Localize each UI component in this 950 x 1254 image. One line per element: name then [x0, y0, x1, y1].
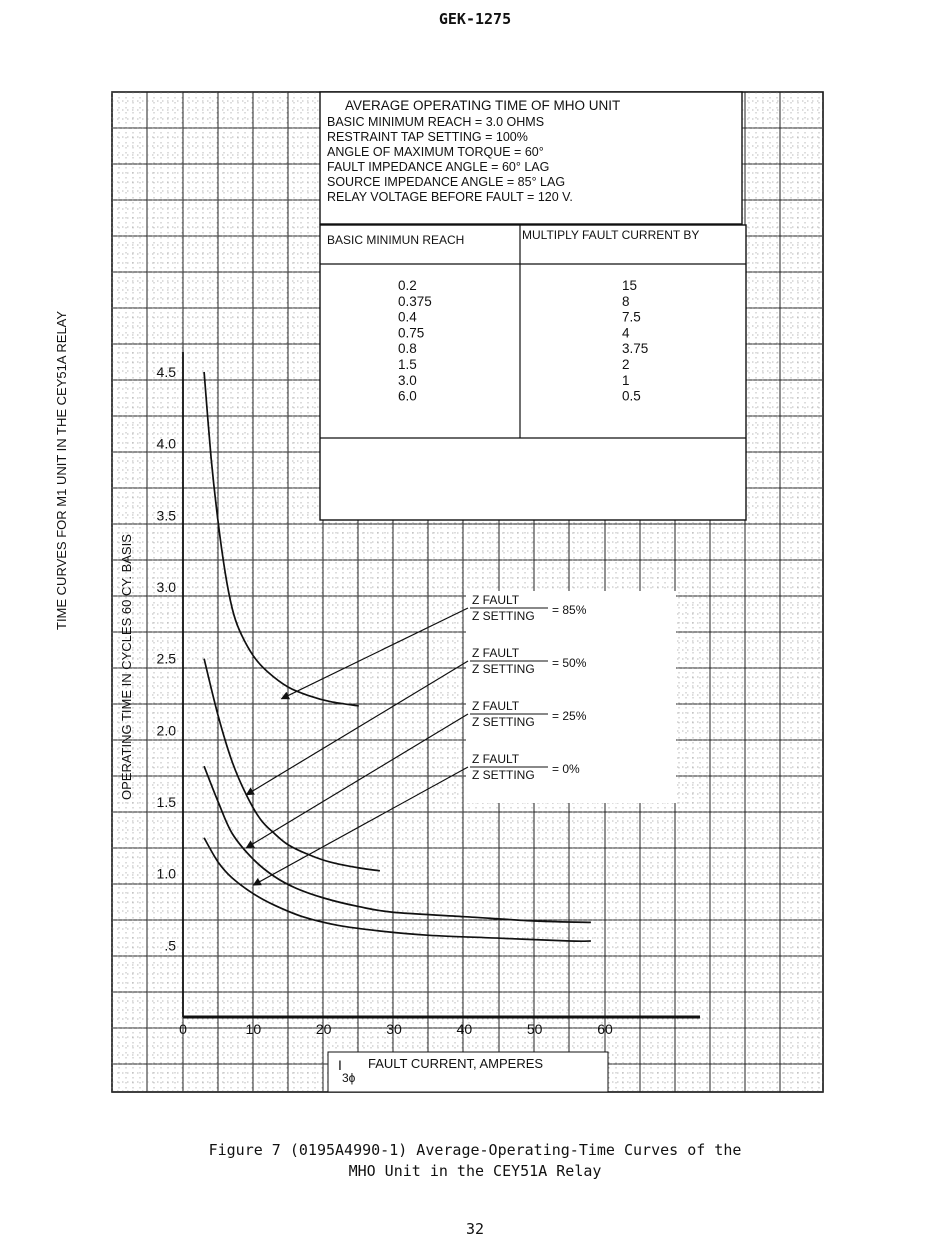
- multiplier-table-box: [320, 225, 746, 520]
- condition-line: FAULT IMPEDANCE ANGLE = 60° LAG: [327, 160, 550, 174]
- table-cell-reach: 6.0: [398, 388, 417, 404]
- y-tick-label: 2.0: [156, 722, 176, 739]
- table-cell-reach: 0.2: [398, 278, 417, 293]
- table-cell-reach: 0.8: [398, 341, 417, 357]
- x-tick-label: 20: [315, 1021, 332, 1037]
- condition-line: SOURCE IMPEDANCE ANGLE = 85° LAG: [327, 175, 566, 189]
- table-cell-multiplier: 1: [622, 372, 630, 388]
- table-cell-multiplier: 7.5: [622, 309, 641, 325]
- document-id: GEK-1275: [438, 10, 512, 28]
- y-tick-label: 1.5: [156, 794, 176, 810]
- x-tick-label: 60: [597, 1021, 613, 1037]
- condition-line: RELAY VOLTAGE BEFORE FAULT = 120 V.: [327, 190, 573, 204]
- figure-caption: [0, 1140, 950, 1182]
- legend-denominator: Z SETTING: [472, 662, 535, 676]
- legend-percentage: = 50%: [552, 656, 587, 670]
- outer-y-axis-label: TIME CURVES FOR M1 UNIT IN THE CEY51A RELAY: [54, 310, 69, 630]
- table-cell-reach: 0.4: [398, 309, 417, 325]
- legend-denominator: Z SETTING: [472, 768, 535, 782]
- legend-numerator: Z FAULT: [472, 752, 520, 766]
- table-cell-multiplier: 2: [622, 357, 630, 372]
- x-axis-symbol-sub: 3ϕ: [342, 1071, 356, 1085]
- legend-denominator: Z SETTING: [472, 609, 535, 623]
- x-axis-label: FAULT CURRENT, AMPERES: [368, 1056, 544, 1071]
- y-tick-label: 2.5: [156, 650, 176, 667]
- table-cell-reach: 1.5: [398, 357, 417, 372]
- x-tick-label: 0: [179, 1021, 187, 1037]
- table-cell-multiplier: 15: [622, 278, 638, 293]
- legend-percentage: = 25%: [552, 709, 587, 723]
- y-tick-label: .5: [164, 937, 176, 954]
- chart-title: AVERAGE OPERATING TIME OF MHO UNIT: [345, 98, 621, 113]
- caption-line-2: MHO Unit in the CEY51A Relay: [348, 1162, 602, 1180]
- y-tick-label: 3.5: [156, 507, 176, 524]
- legend-numerator: Z FAULT: [472, 699, 520, 713]
- condition-line: ANGLE OF MAXIMUM TORQUE = 60°: [327, 145, 544, 159]
- y-tick-label: 1.0: [156, 865, 176, 882]
- legend-numerator: Z FAULT: [472, 646, 520, 660]
- x-tick-label: 10: [245, 1021, 262, 1037]
- table-cell-multiplier: 4: [622, 325, 630, 341]
- y-tick-label: 3.0: [156, 579, 176, 595]
- table-header-reach: BASIC MINIMUN REACH: [327, 233, 465, 247]
- condition-line: BASIC MINIMUM REACH = 3.0 OHMS: [327, 115, 545, 129]
- table-cell-multiplier: 8: [622, 293, 630, 309]
- table-cell-reach: 3.0: [398, 372, 417, 388]
- table-cell-reach: 0.75: [398, 325, 425, 341]
- table-cell-reach: 0.375: [398, 293, 432, 309]
- y-tick-label: 4.0: [156, 435, 176, 452]
- table-cell-multiplier: 0.5: [622, 388, 641, 404]
- condition-line: RESTRAINT TAP SETTING = 100%: [327, 130, 528, 144]
- caption-line-1: Figure 7 (0195A4990-1) Average-Operating-Time Curves of the: [208, 1141, 742, 1159]
- page-number: 32: [465, 1220, 485, 1238]
- legend-percentage: = 0%: [552, 762, 580, 776]
- table-cell-multiplier: 3.75: [622, 341, 649, 357]
- x-tick-label: 30: [386, 1021, 402, 1037]
- table-header-multiply: MULTIPLY FAULT CURRENT BY: [522, 228, 700, 242]
- x-tick-label: 40: [456, 1021, 473, 1037]
- x-axis-symbol: I: [338, 1057, 342, 1073]
- legend-numerator: Z FAULT: [472, 593, 520, 607]
- legend-percentage: = 85%: [552, 603, 587, 617]
- x-tick-label: 50: [526, 1021, 543, 1037]
- table-header-multiply-wrap: [522, 228, 744, 262]
- legend-denominator: Z SETTING: [472, 715, 535, 729]
- y-axis-label: OPERATING TIME IN CYCLES 60 CY. BASIS: [119, 534, 134, 800]
- y-tick-label: 4.5: [156, 364, 176, 380]
